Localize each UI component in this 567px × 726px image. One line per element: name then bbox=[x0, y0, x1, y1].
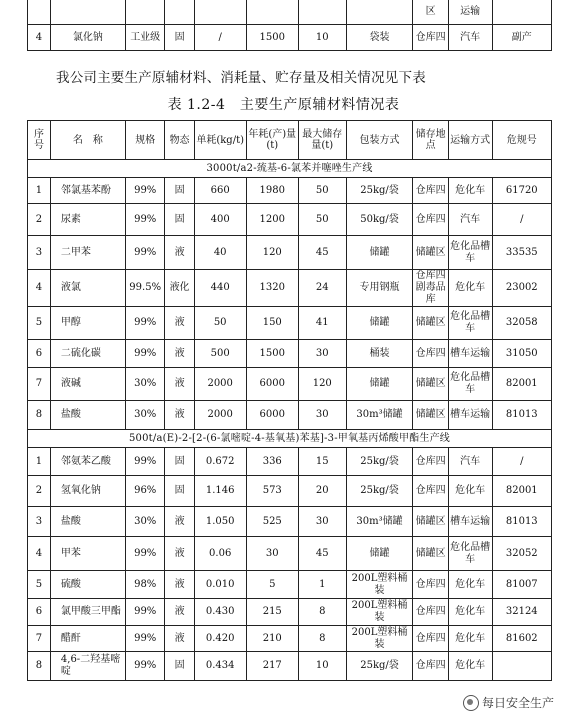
table-cell: 1500 bbox=[246, 25, 298, 51]
table-cell: 4 bbox=[28, 25, 51, 51]
table-row bbox=[28, 178, 552, 204]
table-cell: / bbox=[194, 25, 246, 51]
table-cell: 仓库四 bbox=[413, 448, 448, 476]
table-cell: 危化车 bbox=[448, 178, 492, 204]
table-cell: 邻氯基苯酚 bbox=[50, 178, 125, 204]
column-header: 储存地点 bbox=[413, 121, 448, 160]
table-cell: 汽车 bbox=[448, 448, 492, 476]
table-cell: 400 bbox=[194, 204, 246, 236]
table-cell: 液 bbox=[165, 599, 194, 626]
table-cell: 6 bbox=[28, 599, 51, 626]
table-cell: 82001 bbox=[492, 368, 551, 401]
table-cell: 液 bbox=[165, 340, 194, 368]
table-row bbox=[28, 340, 552, 368]
table-cell: 二甲苯 bbox=[50, 236, 125, 270]
table-cell: 5 bbox=[28, 571, 51, 599]
table-cell: 25kg/袋 bbox=[346, 448, 413, 476]
table-row bbox=[28, 626, 552, 652]
table-cell: 液 bbox=[165, 507, 194, 537]
column-header: 危规号 bbox=[492, 121, 551, 160]
table-cell: 储罐 bbox=[346, 537, 413, 571]
table-cell: 99% bbox=[125, 448, 165, 476]
table-row bbox=[28, 652, 552, 681]
table-cell: 危化品槽车 bbox=[448, 236, 492, 270]
table-cell: 4 bbox=[28, 537, 51, 571]
table-cell: 6000 bbox=[246, 401, 298, 430]
table-cell: 固 bbox=[165, 204, 194, 236]
table-cell: 81013 bbox=[492, 401, 551, 430]
table-cell: 500 bbox=[194, 340, 246, 368]
table-cell: 99% bbox=[125, 236, 165, 270]
table-cell: 区 bbox=[413, 0, 448, 25]
table-cell: 危化车 bbox=[448, 652, 492, 681]
table-cell: 32124 bbox=[492, 599, 551, 626]
table-cell: 30 bbox=[298, 340, 346, 368]
table-cell: 危化车 bbox=[448, 476, 492, 507]
table-cell: 固 bbox=[165, 476, 194, 507]
table-cell: 30% bbox=[125, 368, 165, 401]
table-cell: 440 bbox=[194, 270, 246, 307]
table-cell: 仓库四 bbox=[413, 204, 448, 236]
table-body bbox=[28, 160, 552, 681]
table-cell: 危化品槽车 bbox=[448, 537, 492, 571]
column-header: 名 称 bbox=[50, 121, 125, 160]
table-cell: 固 bbox=[165, 25, 194, 51]
table-row bbox=[28, 0, 552, 25]
table-cell: 81007 bbox=[492, 571, 551, 599]
table-cell: 储罐区 bbox=[413, 307, 448, 340]
table-row bbox=[28, 368, 552, 401]
table-cell: 525 bbox=[246, 507, 298, 537]
table-cell: 0.06 bbox=[194, 537, 246, 571]
table-cell: 99% bbox=[125, 652, 165, 681]
table-cell: 危化车 bbox=[448, 599, 492, 626]
table-cell: 41 bbox=[298, 307, 346, 340]
table-cell: 仓库四剧毒品库 bbox=[413, 270, 448, 307]
table-cell: 1.146 bbox=[194, 476, 246, 507]
table-cell: 150 bbox=[246, 307, 298, 340]
column-header: 序号 bbox=[28, 121, 51, 160]
table-cell: 33535 bbox=[492, 236, 551, 270]
table-cell: 二硫化碳 bbox=[50, 340, 125, 368]
table-row bbox=[28, 204, 552, 236]
table-cell: 氢氧化钠 bbox=[50, 476, 125, 507]
table-cell: 31050 bbox=[492, 340, 551, 368]
table-cell: 50 bbox=[298, 204, 346, 236]
table-cell: 盐酸 bbox=[50, 507, 125, 537]
table-cell: 固 bbox=[165, 178, 194, 204]
table-cell bbox=[492, 652, 551, 681]
table-cell: 固 bbox=[165, 652, 194, 681]
table-cell: 10 bbox=[298, 652, 346, 681]
table-cell: 30m³储罐 bbox=[346, 401, 413, 430]
table-cell: 工业级 bbox=[125, 25, 165, 51]
table-cell: 3 bbox=[28, 236, 51, 270]
table-cell: 3 bbox=[28, 507, 51, 537]
table-cell: 7 bbox=[28, 368, 51, 401]
table-cell: 仓库四 bbox=[413, 652, 448, 681]
table-cell: 6 bbox=[28, 340, 51, 368]
section-row bbox=[28, 160, 552, 178]
table-cell: 98% bbox=[125, 571, 165, 599]
table-row bbox=[28, 537, 552, 571]
watermark-text: 每日安全生产 bbox=[481, 696, 554, 710]
table-cell: 5 bbox=[28, 307, 51, 340]
table-cell: 甲醇 bbox=[50, 307, 125, 340]
table-cell: 储罐 bbox=[346, 236, 413, 270]
table-cell: 液 bbox=[165, 401, 194, 430]
table-cell: 336 bbox=[246, 448, 298, 476]
table-cell: 运输 bbox=[448, 0, 492, 25]
column-header: 最大储存量(t) bbox=[298, 121, 346, 160]
table-cell: 99% bbox=[125, 599, 165, 626]
watermark bbox=[460, 693, 557, 712]
table-cell: 4 bbox=[28, 270, 51, 307]
table-row bbox=[28, 307, 552, 340]
table-cell: 1200 bbox=[246, 204, 298, 236]
table-cell: 液碱 bbox=[50, 368, 125, 401]
table-cell: 25kg/袋 bbox=[346, 476, 413, 507]
table-cell: 99% bbox=[125, 307, 165, 340]
intro-paragraph: 我公司主要生产原辅材料、消耗量、贮存量及相关情况见下表 bbox=[56, 70, 426, 86]
table-cell: 40 bbox=[194, 236, 246, 270]
table-cell: 200L塑料桶装 bbox=[346, 599, 413, 626]
table-cell: 30 bbox=[298, 507, 346, 537]
table-cell: 1 bbox=[298, 571, 346, 599]
table-cell: 99% bbox=[125, 537, 165, 571]
table-cell: 25kg/袋 bbox=[346, 652, 413, 681]
section-title: 500t/a(E)-2-[2-(6-氯嘧啶-4-基氧基)苯基]-3-甲氧基丙烯酸甲酯生产线 bbox=[28, 430, 552, 448]
table-cell: 危化品槽车 bbox=[448, 307, 492, 340]
table-cell: / bbox=[492, 204, 551, 236]
table-row bbox=[28, 25, 552, 51]
table-cell: 99% bbox=[125, 178, 165, 204]
table-cell: 50 bbox=[194, 307, 246, 340]
table-cell: 汽车 bbox=[448, 25, 492, 51]
table-cell: 危化车 bbox=[448, 270, 492, 307]
table-cell: 2000 bbox=[194, 368, 246, 401]
table-cell: 醋酐 bbox=[50, 626, 125, 652]
table-cell: 120 bbox=[298, 368, 346, 401]
table-cell: 200L塑料桶装 bbox=[346, 571, 413, 599]
column-header: 规格 bbox=[125, 121, 165, 160]
table-cell: 8 bbox=[28, 652, 51, 681]
table-row bbox=[28, 448, 552, 476]
table-cell: 液 bbox=[165, 571, 194, 599]
table-cell: 液 bbox=[165, 236, 194, 270]
table-cell: 氯化钠 bbox=[50, 25, 125, 51]
table-row bbox=[28, 571, 552, 599]
table-cell: 液氯 bbox=[50, 270, 125, 307]
section-row bbox=[28, 430, 552, 448]
table-cell: 4,6-二羟基嘧啶 bbox=[50, 652, 125, 681]
table-caption: 表 1.2-4 主要生产原辅材料情况表 bbox=[167, 97, 400, 113]
table-row bbox=[28, 236, 552, 270]
table-cell: 邻氨苯乙酸 bbox=[50, 448, 125, 476]
table-cell: 固 bbox=[165, 448, 194, 476]
table-cell: 573 bbox=[246, 476, 298, 507]
table-cell: 专用钢瓶 bbox=[346, 270, 413, 307]
table-cell: 96% bbox=[125, 476, 165, 507]
table-cell: 81602 bbox=[492, 626, 551, 652]
table-cell: 危化车 bbox=[448, 626, 492, 652]
table-cell: 30m³储罐 bbox=[346, 507, 413, 537]
table-cell: 30% bbox=[125, 507, 165, 537]
table-cell: 81013 bbox=[492, 507, 551, 537]
table-cell: 50kg/袋 bbox=[346, 204, 413, 236]
table-row bbox=[28, 507, 552, 537]
table-cell: 30 bbox=[246, 537, 298, 571]
table-cell: 槽车运输 bbox=[448, 507, 492, 537]
column-header: 年耗(产)量(t) bbox=[246, 121, 298, 160]
table-row bbox=[28, 401, 552, 430]
table-cell: 储罐区 bbox=[413, 537, 448, 571]
column-header: 包装方式 bbox=[346, 121, 413, 160]
table-cell: 储罐区 bbox=[413, 507, 448, 537]
table-cell: 0.010 bbox=[194, 571, 246, 599]
table-cell: 10 bbox=[298, 25, 346, 51]
table-cell: 45 bbox=[298, 537, 346, 571]
table-cell: 储罐 bbox=[346, 368, 413, 401]
table-cell: 危化车 bbox=[448, 571, 492, 599]
table-row bbox=[28, 599, 552, 626]
column-header: 运输方式 bbox=[448, 121, 492, 160]
column-header: 物态 bbox=[165, 121, 194, 160]
table-cell: 99% bbox=[125, 340, 165, 368]
table-cell: 200L塑料桶装 bbox=[346, 626, 413, 652]
table-cell: 0.420 bbox=[194, 626, 246, 652]
table-cell: 液化 bbox=[165, 270, 194, 307]
table-cell: 1 bbox=[28, 178, 51, 204]
table-cell: 5 bbox=[246, 571, 298, 599]
table-cell: 23002 bbox=[492, 270, 551, 307]
table-cell: 99% bbox=[125, 626, 165, 652]
table-cell: 储罐区 bbox=[413, 401, 448, 430]
table-cell: 2 bbox=[28, 204, 51, 236]
table-cell: 桶装 bbox=[346, 340, 413, 368]
table-cell: 仓库四 bbox=[413, 626, 448, 652]
table-cell: 61720 bbox=[492, 178, 551, 204]
table-cell: 7 bbox=[28, 626, 51, 652]
table-cell: 仓库四 bbox=[413, 571, 448, 599]
table-cell: 仓库四 bbox=[413, 476, 448, 507]
table-cell: 尿素 bbox=[50, 204, 125, 236]
table-cell: 仓库四 bbox=[413, 340, 448, 368]
column-header: 单耗(kg/t) bbox=[194, 121, 246, 160]
table-cell: 45 bbox=[298, 236, 346, 270]
table-cell: 660 bbox=[194, 178, 246, 204]
table-cell: 盐酸 bbox=[50, 401, 125, 430]
table-cell: 2 bbox=[28, 476, 51, 507]
table-cell: 6000 bbox=[246, 368, 298, 401]
header-row bbox=[28, 121, 552, 160]
wechat-icon bbox=[463, 695, 479, 711]
table-cell: 215 bbox=[246, 599, 298, 626]
table-cell: 0.434 bbox=[194, 652, 246, 681]
table-cell: 甲苯 bbox=[50, 537, 125, 571]
table-cell: 槽车运输 bbox=[448, 401, 492, 430]
table-cell: 99% bbox=[125, 204, 165, 236]
table-cell: 0.672 bbox=[194, 448, 246, 476]
table-cell: 217 bbox=[246, 652, 298, 681]
table-cell: 24 bbox=[298, 270, 346, 307]
table-cell: 1500 bbox=[246, 340, 298, 368]
table-cell: 储罐 bbox=[346, 307, 413, 340]
table-cell: 1320 bbox=[246, 270, 298, 307]
table-cell: 1980 bbox=[246, 178, 298, 204]
table-cell: 99.5% bbox=[125, 270, 165, 307]
table-cell: 硫酸 bbox=[50, 571, 125, 599]
table-row bbox=[28, 270, 552, 307]
table-cell: 1 bbox=[28, 448, 51, 476]
table-cell: 槽车运输 bbox=[448, 340, 492, 368]
table-cell: 汽车 bbox=[448, 204, 492, 236]
table-cell: 15 bbox=[298, 448, 346, 476]
table-cell: 液 bbox=[165, 626, 194, 652]
table-cell: 8 bbox=[298, 599, 346, 626]
table-cell: 仓库四 bbox=[413, 178, 448, 204]
table-cell: 32052 bbox=[492, 537, 551, 571]
table-cell: 副产 bbox=[492, 25, 551, 51]
table-cell: 危化品槽车 bbox=[448, 368, 492, 401]
table-cell: 20 bbox=[298, 476, 346, 507]
table-cell: 50 bbox=[298, 178, 346, 204]
table-cell: 储罐区 bbox=[413, 368, 448, 401]
table-cell: 袋装 bbox=[346, 25, 413, 51]
section-title: 3000t/a2-巯基-6-氯苯并噻唑生产线 bbox=[28, 160, 552, 178]
table-cell: 液 bbox=[165, 307, 194, 340]
previous-table-fragment bbox=[27, 0, 552, 51]
table-cell: 氯甲酸三甲酯 bbox=[50, 599, 125, 626]
table-cell: 储罐区 bbox=[413, 236, 448, 270]
raw-materials-table bbox=[27, 120, 552, 681]
table-cell: 120 bbox=[246, 236, 298, 270]
table-cell: / bbox=[492, 448, 551, 476]
table-cell: 30% bbox=[125, 401, 165, 430]
table-cell: 32058 bbox=[492, 307, 551, 340]
table-cell: 30 bbox=[298, 401, 346, 430]
table-cell: 1.050 bbox=[194, 507, 246, 537]
table-cell: 82001 bbox=[492, 476, 551, 507]
table-row bbox=[28, 476, 552, 507]
table-cell: 液 bbox=[165, 537, 194, 571]
table-cell: 仓库四 bbox=[413, 599, 448, 626]
table-cell: 8 bbox=[298, 626, 346, 652]
table-cell: 210 bbox=[246, 626, 298, 652]
table-cell: 仓库四 bbox=[413, 25, 448, 51]
table-cell: 2000 bbox=[194, 401, 246, 430]
table-cell: 液 bbox=[165, 368, 194, 401]
table-cell: 25kg/袋 bbox=[346, 178, 413, 204]
table-cell: 8 bbox=[28, 401, 51, 430]
table-cell: 0.430 bbox=[194, 599, 246, 626]
